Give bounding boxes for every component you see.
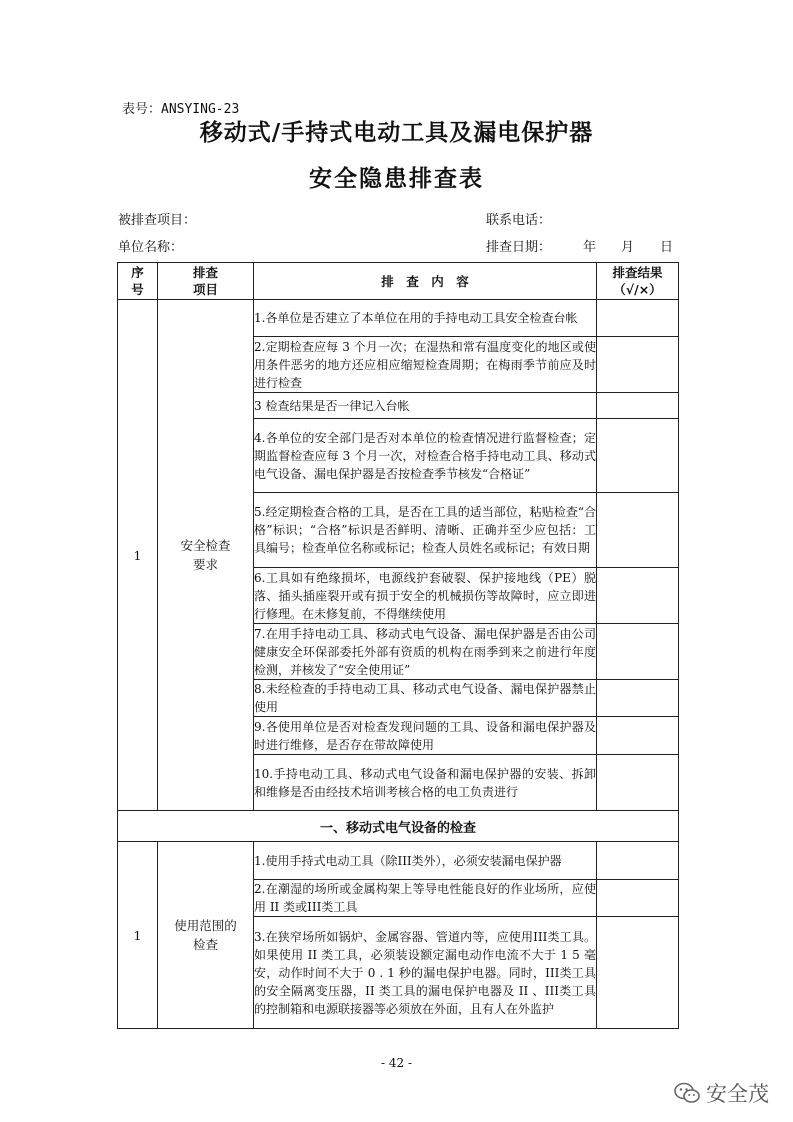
page-number: - 42 -: [380, 1056, 412, 1070]
inspection-table: [117, 262, 679, 1029]
group1-item: 安全检查 要求: [158, 300, 254, 811]
result-cell[interactable]: [597, 880, 679, 917]
header-result: 排查结果 （√/×）: [597, 263, 679, 300]
check-content: 2.在潮湿的场所或金属构架上等导电性能良好的作业场所，应使用 II 类或III类工具: [254, 880, 597, 917]
group2-item: 使用范围的 检查: [158, 842, 254, 1029]
check-content: 1.使用手持式电动工具（除III类外），必须安装漏电保护器: [254, 842, 597, 880]
result-cell[interactable]: [597, 568, 679, 624]
section-title: 一、移动式电气设备的检查: [118, 811, 679, 842]
check-content: 1.各单位是否建立了本单位在用的手持电动工具安全检查台帐: [254, 300, 597, 337]
check-content: 3 检查结果是否一律记入台帐: [254, 393, 597, 419]
result-cell[interactable]: [597, 842, 679, 880]
check-content: 3.在狭窄场所如锅炉、金属容器、管道内等，应使用III类工具。如果使用 II 类工具，必须装设额定漏电动作电流不大于 1 5 毫安，动作时间不大于 0 . 1 秒的漏电保护电器。同时，III类工具的安全隔离变压器，II 类工具的漏电保护电器及 II 、III类工具的控制箱和电源联接器等必须放在外面，且有人在外监护: [254, 917, 597, 1029]
header-seq: 序 号: [118, 263, 158, 300]
form-number: 表号：ANSYING-23: [122, 102, 240, 117]
group1-seq: 1: [118, 300, 158, 811]
check-content: 8.未经检查的手持电动工具、移动式电气设备、漏电保护器禁止使用: [254, 680, 597, 717]
unit-label: 单位名称：: [118, 240, 184, 255]
header-content: 排 查 内 容: [254, 263, 597, 300]
document-title: 移动式/手持式电动工具及漏电保护器: [199, 120, 594, 146]
result-cell[interactable]: [597, 419, 679, 493]
table-header-row: [118, 263, 679, 300]
header-item: 排查 项目: [158, 263, 254, 300]
check-content: 5.经定期检查合格的工具，是否在工具的适当部位，粘贴检查“合格”标识；“合格”标识是否鲜明、清晰、正确并至少应包括：工具编号；检查单位名称或标记；检查人员姓名或标记；有效日期: [254, 493, 597, 568]
date-month: 月: [621, 240, 635, 255]
section-row: [118, 811, 679, 842]
check-content: 10.手持电动工具、移动式电气设备和漏电保护器的安装、拆卸和维修是否由经技术培训考核合格的电工负责进行: [254, 755, 597, 811]
phone-label: 联系电话：: [486, 213, 552, 228]
check-content: 9.各使用单位是否对检查发现问题的工具、设备和漏电保护器及时进行维修，是否存在带故障使用: [254, 717, 597, 755]
watermark: [674, 1078, 769, 1108]
group2-seq: 1: [118, 842, 158, 1029]
check-content: 7.在用手持电动工具、移动式电气设备、漏电保护器是否由公司健康安全环保部委托外部有资质的机构在雨季到来之前进行年度检测，并核发了“安全使用证”: [254, 624, 597, 680]
result-cell[interactable]: [597, 393, 679, 419]
result-cell[interactable]: [597, 300, 679, 337]
watermark-text: 安全茂: [706, 1082, 769, 1106]
result-cell[interactable]: [597, 337, 679, 393]
result-cell[interactable]: [597, 493, 679, 568]
date-label: 排查日期：: [486, 240, 552, 255]
date-day: 日: [660, 240, 674, 255]
table-row: [118, 300, 679, 337]
result-cell[interactable]: [597, 917, 679, 1029]
check-content: 2.定期检查应每 3 个月一次；在湿热和常有温度变化的地区或使用条件恶劣的地方还应相应缩短检查周期；在梅雨季节前应及时进行检查: [254, 337, 597, 393]
document-subtitle: 安全隐患排查表: [309, 166, 484, 192]
result-cell[interactable]: [597, 680, 679, 717]
project-label: 被排查项目：: [118, 213, 197, 228]
check-content: 4.各单位的安全部门是否对本单位的检查情况进行监督检查；定期监督检查应每 3 个月一次，对检查合格手持电动工具、移动式电气设备、漏电保护器是否按检查季节核发“合格证”: [254, 419, 597, 493]
result-cell[interactable]: [597, 717, 679, 755]
result-cell[interactable]: [597, 624, 679, 680]
table-row: [118, 842, 679, 880]
wechat-icon: [674, 1082, 700, 1104]
date-year: 年: [583, 240, 597, 255]
check-content: 6.工具如有绝缘损坏，电源线护套破裂、保护接地线（PE）脱落、插头插座裂开或有损于安全的机械损伤等故障时，应立即进行修理。在未修复前，不得继续使用: [254, 568, 597, 624]
result-cell[interactable]: [597, 755, 679, 811]
